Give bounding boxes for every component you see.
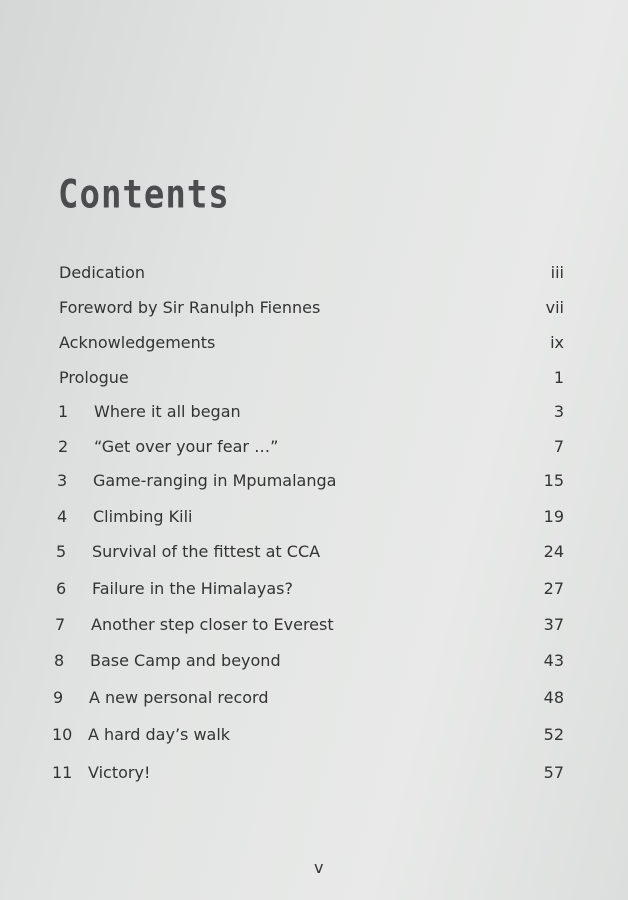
entry-page: 15 bbox=[543, 471, 564, 490]
chapter-number: 4 bbox=[57, 507, 68, 526]
chapter-number: 7 bbox=[55, 615, 66, 634]
toc-entry bbox=[0, 684, 628, 712]
entry-page: 24 bbox=[543, 542, 564, 561]
entry-title: A new personal record bbox=[89, 688, 269, 707]
chapter-number: 10 bbox=[52, 725, 73, 744]
entry-title: “Get over your fear …” bbox=[94, 437, 279, 456]
entry-page: 43 bbox=[543, 651, 564, 670]
entry-page: 48 bbox=[543, 688, 564, 707]
entry-page: 37 bbox=[543, 615, 564, 634]
toc-entry bbox=[0, 647, 628, 675]
entry-page: 19 bbox=[543, 507, 564, 526]
chapter-number: 9 bbox=[53, 688, 64, 707]
entry-title: Dedication bbox=[59, 263, 146, 282]
entry-title: Failure in the Himalayas? bbox=[92, 579, 293, 598]
entry-title: Foreword by Sir Ranulph Fiennes bbox=[59, 298, 321, 317]
page-number-footer: v bbox=[314, 858, 324, 877]
chapter-number: 8 bbox=[54, 651, 65, 670]
entry-title: Survival of the fittest at CCA bbox=[92, 542, 321, 561]
toc-entry bbox=[0, 329, 628, 357]
toc-entry bbox=[0, 575, 628, 603]
chapter-number: 6 bbox=[56, 579, 67, 598]
entry-title: A hard day’s walk bbox=[88, 725, 231, 744]
entry-title: Base Camp and beyond bbox=[90, 651, 281, 670]
toc-entry bbox=[0, 538, 628, 566]
entry-title: Another step closer to Everest bbox=[91, 615, 334, 634]
toc-entry bbox=[0, 467, 628, 495]
toc-entry bbox=[0, 721, 628, 749]
toc-entry bbox=[0, 364, 628, 392]
entry-title: Victory! bbox=[88, 763, 151, 782]
chapter-number: 3 bbox=[57, 471, 68, 490]
toc-entry bbox=[0, 759, 628, 787]
chapter-number: 5 bbox=[56, 542, 67, 561]
entry-page: 1 bbox=[553, 368, 564, 387]
entry-page: 7 bbox=[553, 437, 564, 456]
entry-page: 57 bbox=[543, 763, 564, 782]
entry-title: Where it all began bbox=[94, 402, 241, 421]
entry-page: 52 bbox=[543, 725, 564, 744]
toc-entry bbox=[0, 503, 628, 531]
entry-page: iii bbox=[550, 263, 564, 282]
toc-entry bbox=[0, 611, 628, 639]
entry-page: 27 bbox=[543, 579, 564, 598]
entry-title: Prologue bbox=[59, 368, 129, 387]
entry-page: ix bbox=[550, 333, 564, 352]
entry-title: Acknowledgements bbox=[59, 333, 216, 352]
chapter-number: 2 bbox=[58, 437, 69, 456]
entry-page: vii bbox=[545, 298, 564, 317]
toc-entry bbox=[0, 294, 628, 322]
entry-page: 3 bbox=[553, 402, 564, 421]
toc-entry bbox=[0, 433, 628, 461]
entry-title: Climbing Kili bbox=[93, 507, 193, 526]
toc-entry bbox=[0, 398, 628, 426]
chapter-number: 1 bbox=[58, 402, 69, 421]
toc-entry bbox=[0, 259, 628, 287]
chapter-number: 11 bbox=[52, 763, 73, 782]
entry-title: Game-ranging in Mpumalanga bbox=[93, 471, 337, 490]
page-title: Contents bbox=[58, 172, 230, 218]
